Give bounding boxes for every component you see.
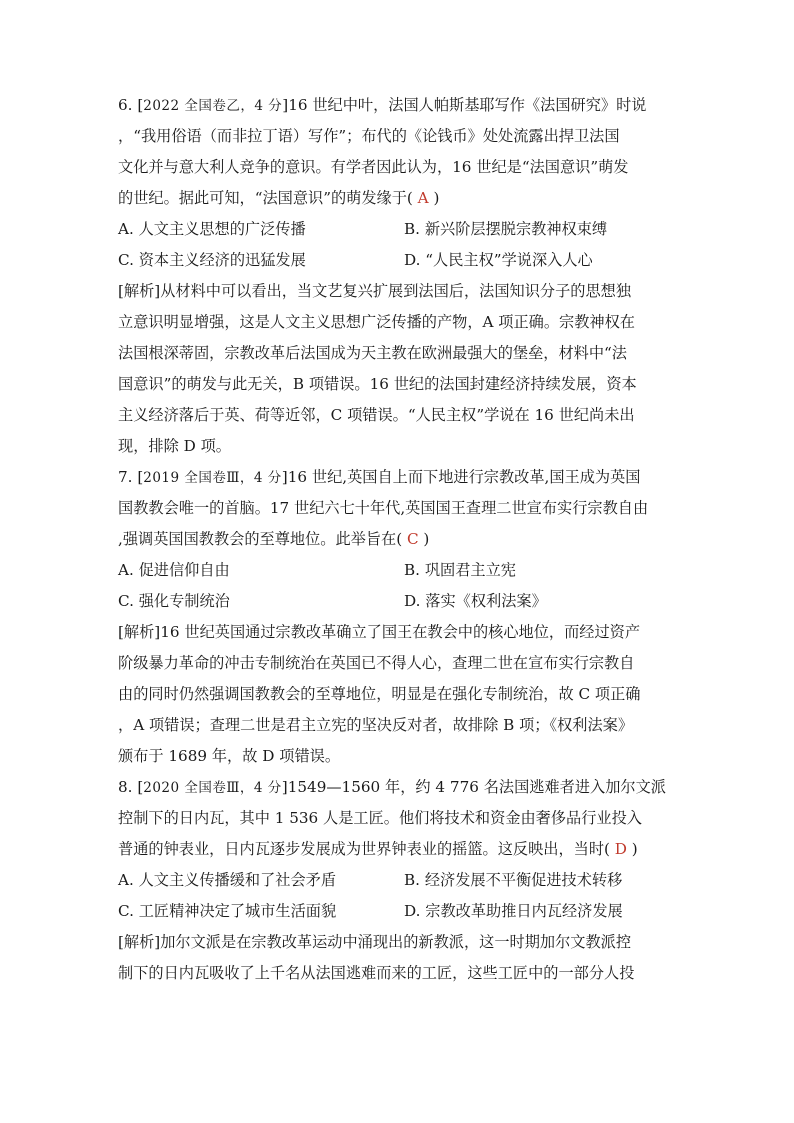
q6-analysis-line-3: 法国根深蒂固，宗教改革后法国成为天主教在欧洲最强大的堡垒，材料中“法 [118, 344, 627, 362]
question-6 [118, 90, 674, 462]
q8-options-row-1 [118, 865, 674, 896]
q8-stem-line-2: 控制下的日内瓦，其中 1 536 人是工匠。他们将技术和资金由奢侈品行业投入 [118, 809, 642, 827]
q6-analysis-line-4: 国意识”的萌发与此无关，B 项错误。16 世纪的法国封建经济持续发展，资本 [118, 375, 637, 393]
q7-analysis-line-1: [解析]16 世纪英国通过宗教改革确立了国王在教会中的核心地位，而经过资产 [118, 623, 641, 641]
question-8 [118, 772, 674, 989]
q8-option-a: A. 人文主义传播缓和了社会矛盾 [118, 871, 337, 889]
q7-number: 7. [ [118, 468, 144, 486]
q7-option-a: A. 促进信仰自由 [118, 561, 230, 579]
q8-number: 8. [ [118, 778, 144, 796]
q7-stem-text-1: ]16 世纪,英国自上而下地进行宗教改革,国王成为英国 [281, 468, 641, 486]
q6-options-row-1 [118, 214, 674, 245]
q6-answer: A [412, 189, 434, 207]
q6-option-b: B. 新兴阶层摆脱宗教神权束缚 [404, 220, 608, 238]
q7-option-c: C. 强化专制统治 [118, 592, 230, 610]
q8-source-tag: 2020 全国卷Ⅲ，4 分 [143, 780, 282, 796]
q7-stem-line-2: 国教教会唯一的首脑。17 世纪六七十年代,英国国王查理二世宣布实行宗教自由 [118, 499, 649, 517]
q6-option-d: D. “人民主权”学说深入人心 [404, 251, 593, 269]
q8-analysis-line-1: [解析]加尔文派是在宗教改革运动中涌现出的新教派，这一时期加尔文教派控 [118, 933, 632, 951]
q8-option-d: D. 宗教改革助推日内瓦经济发展 [404, 902, 623, 920]
question-7 [118, 462, 674, 772]
q6-analysis-line-2: 立意识明显增强，这是人文主义思想广泛传播的产物，A 项正确。宗教神权在 [118, 313, 635, 331]
q6-stem-text-4: 的世纪。据此可知，“法国意识”的萌发缘于( [118, 189, 413, 207]
q7-analysis-line-5: 颁布于 1689 年，故 D 项错误。 [118, 747, 341, 765]
q8-stem-text-1: ]1549—1560 年，约 4 776 名法国逃难者进入加尔文派 [281, 778, 666, 796]
q6-stem-line-1 [118, 90, 674, 121]
q6-number: 6. [ [118, 96, 144, 114]
q8-options-row-2 [118, 896, 674, 927]
q6-analysis-line-6: 现，排除 D 项。 [118, 437, 231, 455]
q8-stem-text-3: 普通的钟表业，日内瓦逐步发展成为世界钟表业的摇篮。这反映出，当时( [118, 840, 610, 858]
q8-stem-line-1 [118, 772, 674, 803]
q7-analysis-line-3: 由的同时仍然强调国教教会的至尊地位，明显是在强化专制统治，故 C 项正确 [118, 685, 641, 703]
q8-analysis-line-2: 制下的日内瓦吸收了上千名从法国逃难而来的工匠，这些工匠中的一部分人投 [118, 964, 635, 982]
q7-stem-line-3 [118, 524, 674, 555]
q7-source-tag: 2019 全国卷Ⅲ，4 分 [143, 470, 282, 486]
q8-option-c: C. 工匠精神决定了城市生活面貌 [118, 902, 337, 920]
q7-options-row-1 [118, 555, 674, 586]
q7-options-row-2 [118, 586, 674, 617]
q7-stem-line-1 [118, 462, 674, 493]
q6-options-row-2 [118, 245, 674, 276]
q6-source-tag: 2022 全国卷乙，4 分 [143, 98, 283, 114]
q8-stem-line-3 [118, 834, 674, 865]
q8-answer: D [609, 840, 632, 858]
q6-paren-close: ) [433, 189, 440, 207]
q6-option-c: C. 资本主义经济的迅猛发展 [118, 251, 306, 269]
q6-analysis-line-1: [解析]从材料中可以看出，当文艺复兴扩展到法国后，法国知识分子的思想独 [118, 282, 632, 300]
q6-option-a: A. 人文主义思想的广泛传播 [118, 220, 306, 238]
q6-stem-line-2: ，“我用俗语（而非拉丁语）写作”；布代的《论钱币》处处流露出捍卫法国 [118, 127, 620, 145]
q7-option-b: B. 巩固君主立宪 [404, 561, 516, 579]
q6-stem-text-1: ]16 世纪中叶，法国人帕斯基耶写作《法国研究》时说 [282, 96, 647, 114]
q7-option-d: D. 落实《权利法案》 [404, 592, 547, 610]
q7-analysis-line-2: 阶级暴力革命的冲击专制统治在英国已不得人心，查理二世在宣布实行宗教自 [118, 654, 635, 672]
q7-answer: C [402, 530, 424, 548]
q8-paren-close: ) [631, 840, 638, 858]
q7-paren-close: ) [423, 530, 430, 548]
q6-analysis-line-5: 主义经济落后于英、荷等近邻，C 项错误。“人民主权”学说在 16 世纪尚未出 [118, 406, 635, 424]
q7-stem-text-3: ,强调英国国教教会的至尊地位。此举旨在( [118, 530, 403, 548]
q6-stem-line-4 [118, 183, 674, 214]
q7-analysis-line-4: ，A 项错误；查理二世是君主立宪的坚决反对者，故排除 B 项；《权利法案》 [118, 716, 634, 734]
q6-stem-line-3: 文化并与意大利人竞争的意识。有学者因此认为，16 世纪是“法国意识”萌发 [118, 158, 629, 176]
q8-option-b: B. 经济发展不平衡促进技术转移 [404, 871, 623, 889]
document-page [118, 90, 674, 989]
